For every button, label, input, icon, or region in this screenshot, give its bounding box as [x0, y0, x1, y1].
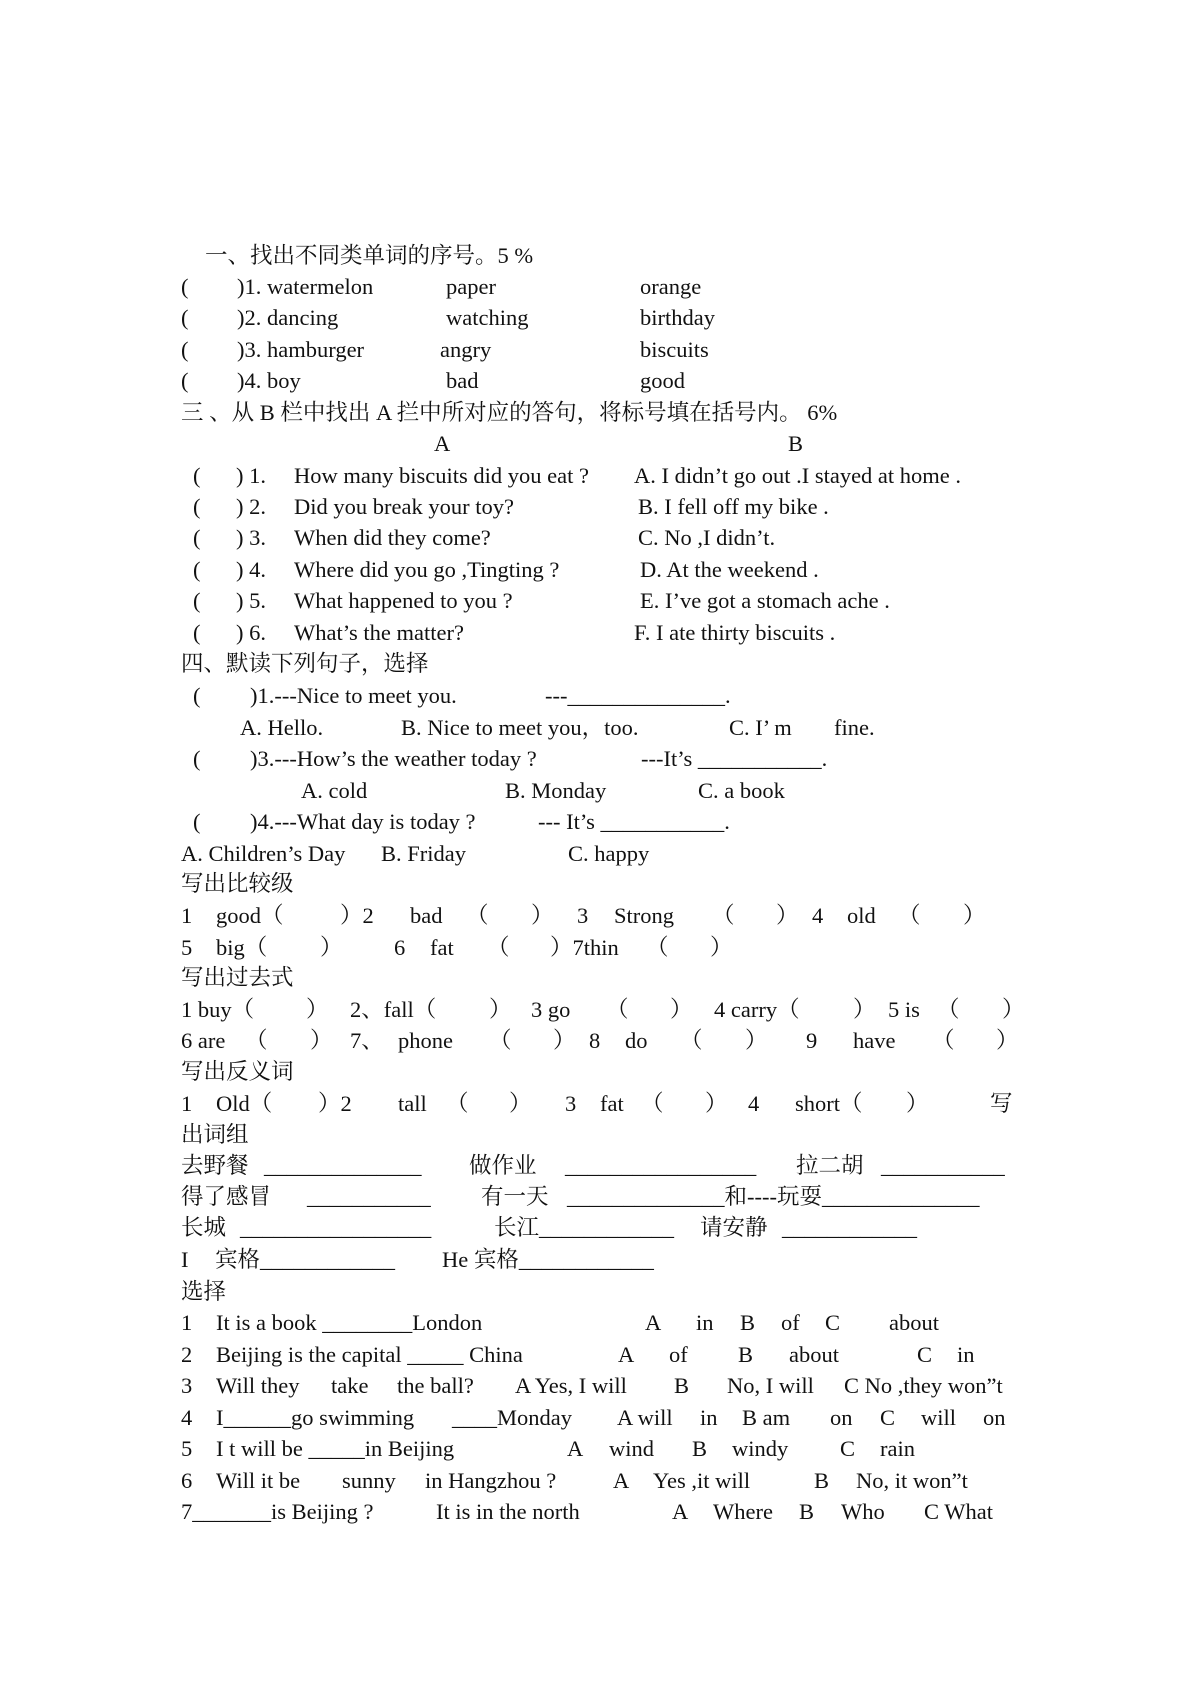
bracket: ） — [489, 997, 512, 1022]
bracket: （ — [898, 903, 921, 928]
item-word: big（ — [216, 935, 268, 960]
match-row — [0, 585, 1191, 617]
bracket: ） — [1002, 997, 1025, 1022]
option-text: C No ,they won”t — [844, 1373, 1003, 1398]
bracket: ） — [310, 1028, 333, 1053]
past-tense-row — [0, 994, 1191, 1026]
choice-question — [0, 806, 1191, 838]
answer-option: D. At the weekend . — [640, 557, 819, 582]
choice-title — [0, 1276, 1191, 1308]
answer-bracket-open: ( — [193, 683, 201, 708]
bracket: ） — [320, 935, 343, 960]
item-number: 5 — [181, 935, 193, 960]
answer-blank: ____________ — [782, 1215, 917, 1240]
answer-bracket-open: ( — [193, 557, 201, 582]
option-word: bad — [446, 368, 479, 393]
item-word: tall — [398, 1091, 427, 1116]
past-tense-title — [0, 962, 1191, 994]
answer-option: E. I’ve got a stomach ache . — [640, 588, 890, 613]
comparative-title — [0, 868, 1191, 900]
item-word: 4 carry（ — [714, 997, 800, 1022]
item-word: 2、fall（ — [350, 997, 437, 1022]
answer-bracket-open: ( — [181, 368, 189, 393]
bracket: （ — [489, 1028, 512, 1053]
item-number: 1 — [181, 1310, 193, 1335]
match-row — [0, 460, 1191, 492]
option-letter: B — [799, 1499, 815, 1524]
section-heading: 三 、从 B 栏中找出 A 拦中所对应的答句，将标号填在括号内。 6% — [181, 400, 838, 425]
option-text: B am — [742, 1405, 791, 1430]
option-c: C. happy — [568, 841, 650, 866]
answer-bracket-open: ( — [193, 588, 201, 613]
mc-row — [0, 1370, 1191, 1402]
option-word: on — [830, 1405, 853, 1430]
option-b: B. Nice to meet you，too. — [401, 715, 639, 740]
item-word: Strong — [614, 903, 675, 928]
phrase-title — [0, 1119, 1191, 1151]
question-text: sunny — [342, 1468, 396, 1493]
answer-bracket-open: ( — [193, 463, 201, 488]
option-word: birthday — [640, 305, 715, 330]
phrase-row — [0, 1244, 1191, 1276]
option-letter: B — [674, 1373, 690, 1398]
option-text: No, it won”t — [856, 1468, 968, 1493]
item-word: 3 go — [531, 997, 571, 1022]
phrase-prompt: 有一天 — [481, 1184, 549, 1209]
question-item: )3. hamburger — [237, 337, 365, 362]
section-heading: 写 — [990, 1091, 1013, 1116]
answer-bracket-open: ( — [181, 305, 189, 330]
antonym-row — [0, 1088, 1191, 1120]
match-row — [0, 491, 1191, 523]
match-row — [0, 554, 1191, 586]
bracket: （ — [446, 1091, 469, 1116]
option-text: No, I will — [727, 1373, 814, 1398]
question-number: ) 1. — [236, 463, 266, 488]
option-word: of — [781, 1310, 800, 1335]
answer-bracket-open: ( — [193, 525, 201, 550]
phrase-prompt: He 宾格____________ — [442, 1247, 654, 1272]
bracket: ） — [776, 903, 799, 928]
phrase-prompt: 宾格____________ — [215, 1247, 396, 1272]
answer-bracket-open: ( — [181, 274, 189, 299]
item-word: fat — [430, 935, 454, 960]
option-text: A will — [617, 1405, 673, 1430]
option-word: angry — [440, 337, 492, 362]
answer-option: A. I didn’t go out .I stayed at home . — [634, 463, 962, 488]
item-word: bad — [410, 903, 443, 928]
column-b-header: B — [788, 431, 804, 456]
item-number: 6 — [394, 935, 406, 960]
option-word: will — [921, 1405, 957, 1430]
option-letter: B — [692, 1436, 708, 1461]
section-heading: 一、找出不同类单词的序号。5 % — [205, 243, 534, 268]
item-word: fat — [600, 1091, 624, 1116]
question-text: I t will be _____in Beijing — [216, 1436, 455, 1461]
choice-question — [0, 743, 1191, 775]
item-number: 2 — [181, 1342, 193, 1367]
question-text: Where did you go ,Tingting ? — [294, 557, 560, 582]
answer-bracket-open: ( — [193, 494, 201, 519]
section-3-title — [0, 397, 1191, 429]
bracket: ） — [705, 1091, 728, 1116]
option-letter: C — [880, 1405, 896, 1430]
item-word: Old（ — [216, 1091, 273, 1116]
antonym-title — [0, 1056, 1191, 1088]
phrase-prompt: 请安静 — [700, 1215, 768, 1240]
option-word: in — [696, 1310, 714, 1335]
question-text: take — [331, 1373, 369, 1398]
section-heading: 写出反义词 — [181, 1059, 294, 1084]
bracket: ） — [531, 903, 554, 928]
question-text: It is a book ________London — [216, 1310, 483, 1335]
bracket: （ — [466, 903, 489, 928]
phrase-prompt: 长城 — [181, 1215, 227, 1240]
option-word: in — [957, 1342, 975, 1367]
option-letter: B — [814, 1468, 830, 1493]
question-row — [0, 302, 1191, 334]
option-word: about — [889, 1310, 939, 1335]
question-row — [0, 334, 1191, 366]
option-a: A. Hello. — [240, 715, 324, 740]
bracket: ） — [963, 903, 986, 928]
phrase-prompt: 去野餐 — [181, 1153, 249, 1178]
question-text: What’s the matter? — [294, 620, 464, 645]
option-word: in — [700, 1405, 718, 1430]
answer-bracket-open: ( — [193, 809, 201, 834]
answer-bracket-open: ( — [193, 746, 201, 771]
item-word: ）2 — [318, 1091, 352, 1116]
phrase-prompt: 拉二胡 — [796, 1153, 864, 1178]
question-text: 7_______is Beijing ? — [181, 1499, 374, 1524]
item-word: short（ — [795, 1091, 863, 1116]
option-letter: A — [618, 1342, 635, 1367]
item-number: 4 — [812, 903, 824, 928]
item-word: have — [853, 1028, 896, 1053]
mc-row — [0, 1402, 1191, 1434]
bracket: ） — [710, 935, 733, 960]
choice-options — [0, 775, 1191, 807]
option-text: C What — [924, 1499, 993, 1524]
question-text: )3.---How’s the weather today ? — [250, 746, 537, 771]
question-text: Will it be — [216, 1468, 301, 1493]
question-number: ) 2. — [236, 494, 266, 519]
answer-blank: ---It’s ___________. — [641, 746, 828, 771]
bracket: （ — [937, 997, 960, 1022]
column-headers — [0, 428, 1191, 460]
option-word: Where — [713, 1499, 773, 1524]
option-letter: A — [567, 1436, 584, 1461]
answer-option: B. I fell off my bike . — [638, 494, 829, 519]
question-text: What happened to you ? — [294, 588, 513, 613]
option-word: paper — [446, 274, 496, 299]
option-text: A Yes, I will — [515, 1373, 627, 1398]
question-item: )2. dancing — [237, 305, 339, 330]
bracket: （ — [932, 1028, 955, 1053]
section-1-title — [0, 240, 1191, 272]
option-letter: C — [840, 1436, 856, 1461]
bracket: ） — [996, 1028, 1019, 1053]
item-number: 3 — [565, 1091, 577, 1116]
option-word: orange — [640, 274, 702, 299]
question-number: ) 5. — [236, 588, 266, 613]
answer-blank: ---______________. — [545, 683, 731, 708]
answer-blank: ______________和----玩耍______________ — [567, 1184, 980, 1209]
question-number: ) 3. — [236, 525, 266, 550]
answer-blank: _________________ — [240, 1215, 432, 1240]
item-number: 3 — [577, 903, 589, 928]
option-word: Who — [841, 1499, 885, 1524]
answer-bracket-open: ( — [193, 620, 201, 645]
match-row — [0, 617, 1191, 649]
section-heading: 四、默读下列句子，选择 — [181, 651, 429, 676]
option-a: A. Children’s Day — [181, 841, 346, 866]
bracket: （ — [245, 1028, 268, 1053]
question-text: How many biscuits did you eat ? — [294, 463, 589, 488]
option-word: good — [640, 368, 685, 393]
option-letter: A — [613, 1468, 630, 1493]
option-word: about — [789, 1342, 839, 1367]
item-number: 5 — [181, 1436, 193, 1461]
item-word: phone — [398, 1028, 453, 1053]
item-word: good（ — [216, 903, 284, 928]
answer-blank: _________________ — [565, 1153, 757, 1178]
item-word: 6 are — [181, 1028, 226, 1053]
option-word: of — [669, 1342, 688, 1367]
question-row — [0, 271, 1191, 303]
item-number: 3 — [181, 1373, 193, 1398]
mc-row — [0, 1465, 1191, 1497]
section-heading: 写出比较级 — [181, 871, 294, 896]
bracket: ） — [509, 1091, 532, 1116]
answer-option: F. I ate thirty biscuits . — [634, 620, 836, 645]
bracket: ） — [906, 1091, 929, 1116]
answer-blank: ___________ — [307, 1184, 431, 1209]
phrase-prompt: 长江____________ — [494, 1215, 675, 1240]
phrase-prompt: I — [181, 1247, 189, 1272]
phrase-row — [0, 1181, 1191, 1213]
item-word: do — [625, 1028, 648, 1053]
phrase-prompt: 做作业 — [469, 1153, 537, 1178]
bracket: ） — [553, 1028, 576, 1053]
phrase-row — [0, 1150, 1191, 1182]
item-number: 6 — [181, 1468, 193, 1493]
option-word: watching — [446, 305, 529, 330]
mc-row — [0, 1339, 1191, 1371]
item-number: 1 — [181, 1091, 193, 1116]
option-c: C. I’ m — [729, 715, 792, 740]
bracket: ） — [745, 1028, 768, 1053]
past-tense-row — [0, 1025, 1191, 1057]
answer-blank: ______________ — [264, 1153, 422, 1178]
question-text: When did they come? — [294, 525, 491, 550]
question-text: in Hangzhou ? — [425, 1468, 557, 1493]
item-word: old — [847, 903, 876, 928]
comparative-row — [0, 900, 1191, 932]
answer-blank: ___________ — [881, 1153, 1005, 1178]
question-text: I______go swimming — [216, 1405, 415, 1430]
mc-row — [0, 1307, 1191, 1339]
option-letter: C — [917, 1342, 933, 1367]
question-item: )4. boy — [237, 368, 301, 393]
option-word: biscuits — [640, 337, 709, 362]
option-word: on — [983, 1405, 1006, 1430]
question-text: )1.---Nice to meet you. — [250, 683, 457, 708]
option-letter: A — [645, 1310, 662, 1335]
item-number: 1 — [181, 903, 193, 928]
option-c-cont: fine. — [834, 715, 875, 740]
question-text: the ball? — [397, 1373, 474, 1398]
question-text: It is in the north — [436, 1499, 580, 1524]
answer-blank: --- It’s ___________. — [538, 809, 730, 834]
bracket: （ — [680, 1028, 703, 1053]
bracket: （ — [712, 903, 735, 928]
choice-options — [0, 838, 1191, 870]
bracket: ） — [670, 997, 693, 1022]
item-word: 1 buy（ — [181, 997, 255, 1022]
bracket: ） — [853, 997, 876, 1022]
option-word: windy — [732, 1436, 789, 1461]
option-word: wind — [609, 1436, 654, 1461]
item-word: 5 is — [888, 997, 920, 1022]
option-c: C. a book — [698, 778, 785, 803]
bracket: （ — [641, 1091, 664, 1116]
phrase-prompt: 得了感冒 — [181, 1184, 272, 1209]
choice-question — [0, 680, 1191, 712]
section-heading: 写出过去式 — [181, 965, 294, 990]
item-number: 4 — [748, 1091, 760, 1116]
bracket: （ — [646, 935, 669, 960]
bracket: ） — [306, 997, 329, 1022]
question-row — [0, 365, 1191, 397]
option-letter: B — [738, 1342, 754, 1367]
question-text: Will they — [216, 1373, 300, 1398]
question-item: )1. watermelon — [237, 274, 374, 299]
option-word: rain — [880, 1436, 915, 1461]
section-heading: 选择 — [181, 1279, 227, 1304]
option-b: B. Friday — [381, 841, 467, 866]
column-a-header: A — [434, 431, 451, 456]
answer-bracket-open: ( — [181, 337, 189, 362]
phrase-row — [0, 1212, 1191, 1244]
option-letter: C — [825, 1310, 841, 1335]
answer-option: C. No ,I didn’t. — [638, 525, 776, 550]
mc-row — [0, 1433, 1191, 1465]
item-number: 9 — [806, 1028, 818, 1053]
item-word: ）2 — [340, 903, 374, 928]
option-b: B. Monday — [505, 778, 607, 803]
section-4-title — [0, 648, 1191, 680]
mc-row — [0, 1496, 1191, 1528]
comparative-row — [0, 932, 1191, 964]
bracket: （ — [606, 997, 629, 1022]
option-a: A. cold — [301, 778, 368, 803]
question-text: )4.---What day is today ? — [250, 809, 476, 834]
question-text: ____Monday — [452, 1405, 572, 1430]
question-text: Beijing is the capital _____ China — [216, 1342, 523, 1367]
match-row — [0, 522, 1191, 554]
option-text: Yes ,it will — [653, 1468, 751, 1493]
item-number: 4 — [181, 1405, 193, 1430]
item-number: 7、 — [350, 1028, 384, 1053]
option-letter: A — [672, 1499, 689, 1524]
question-number: ) 4. — [236, 557, 266, 582]
option-letter: B — [740, 1310, 756, 1335]
choice-options — [0, 712, 1191, 744]
bracket: （ — [487, 935, 510, 960]
item-number: 8 — [589, 1028, 601, 1053]
item-word: ）7thin — [550, 935, 619, 960]
question-number: ) 6. — [236, 620, 266, 645]
question-text: Did you break your toy? — [294, 494, 514, 519]
section-heading: 出词组 — [181, 1122, 249, 1147]
